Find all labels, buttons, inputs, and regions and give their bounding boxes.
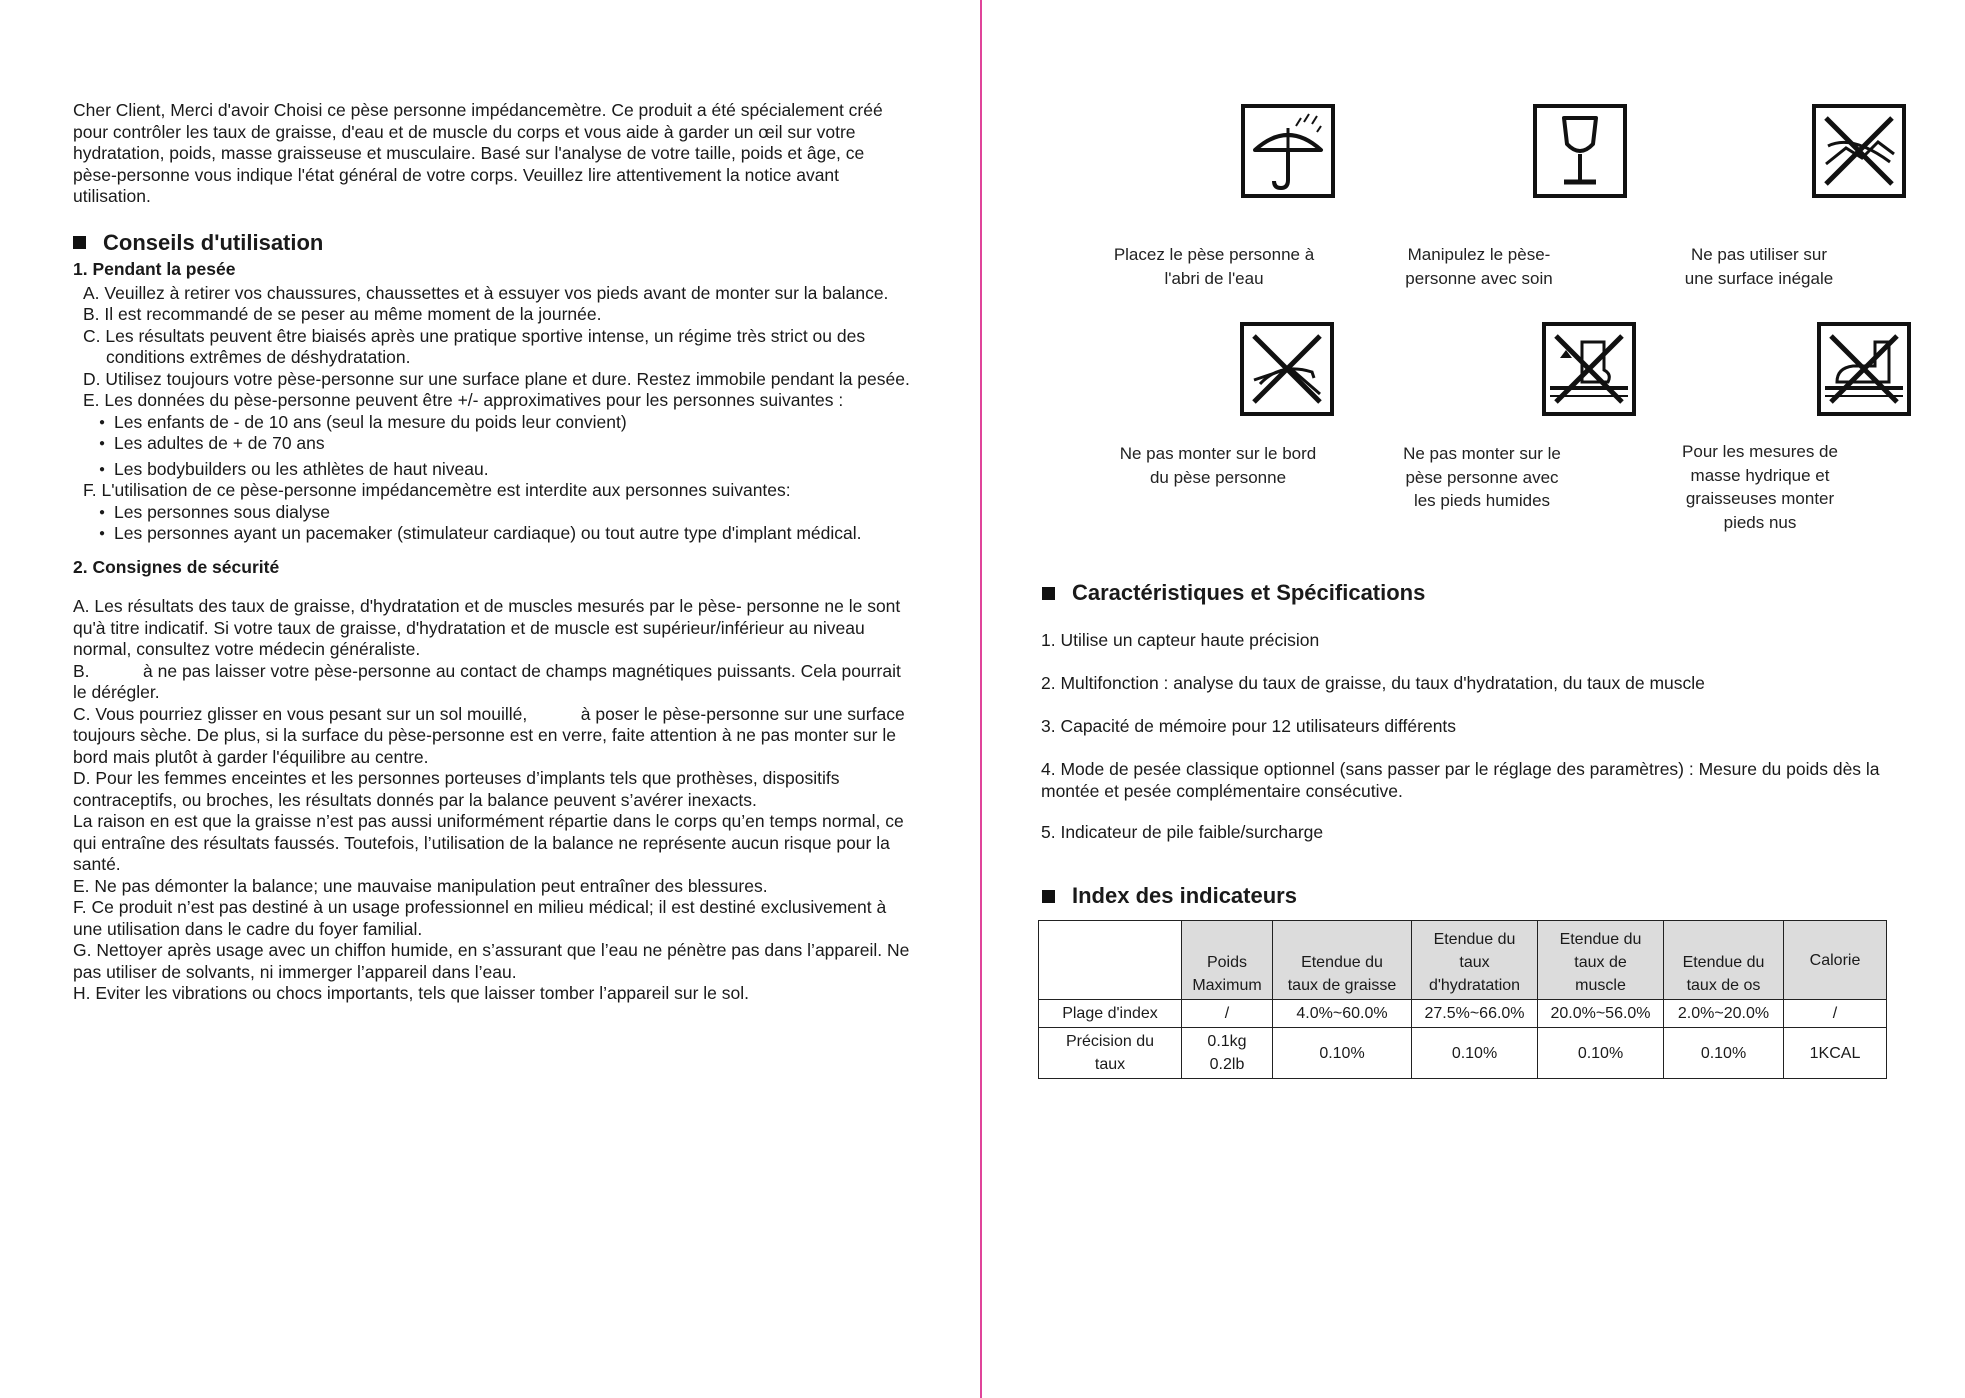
no-edge-step-icon [1240,322,1334,416]
table-row [1039,1000,1887,1028]
section-title: Index des indicateurs [1072,883,1297,908]
icon-cell-wet [1439,322,1739,416]
section-heading-conseils [73,229,911,255]
section-heading-specs [1042,580,1425,606]
section-title: Conseils d'utilisation [103,229,324,255]
cell-line: 0.1kg [1207,1033,1247,1050]
barefoot-icon [1817,322,1911,416]
table-header-cell [1412,921,1538,1000]
header-line: muscle [1575,977,1626,994]
list-f [73,502,911,545]
header-line: Etendue du [1433,931,1516,948]
caption-line: pieds nus [1723,512,1797,532]
list-item: ● Les bodybuilders ou les athlètes de haut niveau. [99,459,911,481]
table-cell [1182,1028,1273,1079]
safety-a: A. Les résultats des taux de graisse, d'hydratation et de muscles mesurés par le pèse- personne ne le sont qu'à titre indicatif. Si votre taux de graisse, d'hydratation et de muscle est supérieur/inférieur au niveau normal, consultez votre médecin généraliste. [73,596,901,659]
caption-barefoot [1630,440,1890,534]
table-cell: 0.10% [1538,1028,1664,1079]
section-heading-index [1042,883,1297,909]
spec-item-1: 1. Utilise un capteur haute précision [1041,630,1320,650]
spec-item-2: 2. Multifonction : analyse du taux de graisse, du taux d'hydratation, du taux de muscle [1041,673,1705,693]
header-line: taux [1459,954,1490,971]
header-line: Poids [1206,954,1248,971]
list-item: ● Les adultes de + de 70 ans [99,433,911,455]
caption-line: graisseuses monter [1685,489,1835,508]
caption-line: Ne pas utiliser sur [1690,245,1828,264]
umbrella-icon [1241,104,1335,198]
item-b: B. Il est recommandé de se peser au même moment de la journée. [83,304,602,324]
item-f: F. L'utilisation de ce pèse-personne impédancemètre est interdite aux personnes suivantes: [83,480,791,500]
square-bullet-icon [73,236,86,249]
cell-line: 0.2lb [1209,1056,1245,1073]
row-label-line: taux [1094,1056,1126,1073]
header-line: taux de os [1686,977,1761,994]
header-line: d'hydratation [1428,977,1521,994]
no-uneven-surface-icon [1812,104,1906,198]
safety-d-note: La raison en est que la graisse n’est pas aussi uniformément répartie dans le corps qu’en temps normal, ce qui entraîne des résultats faussés. Toutefois, l’utilisation de la balance ne représente aucun risque pour la santé. [73,811,904,874]
caption-line: les pieds humides [1413,491,1551,510]
row-label: Plage d'index [1039,1000,1182,1028]
caption-uneven [1629,243,1889,290]
item-d: D. Utilisez toujours votre pèse-personne sur une surface plane et dure. Restez immobile pendant la pesée. [83,368,910,389]
header-line: Maximum [1192,977,1262,994]
section-title: Caractéristiques et Spécifications [1072,580,1426,605]
icon-cell-barefoot [1714,322,1965,416]
table-header-cell [1784,921,1887,1000]
caption-line: personne avec soin [1405,268,1553,288]
subheading-pesee: 1. Pendant la pesée [73,259,236,279]
caption-line: Pour les mesures de [1682,442,1838,461]
caption-glass [1349,243,1609,290]
list-e [73,412,911,481]
caption-line: une surface inégale [1684,268,1834,288]
square-bullet-icon [1042,890,1055,903]
caption-edge [1088,442,1348,489]
item-c-line2: conditions extrêmes de déshydratation. [106,347,411,367]
table-cell: 0.10% [1273,1028,1412,1079]
table-header-cell [1273,921,1412,1000]
safety-c: C. Vous pourriez glisser en vous pesant sur un sol mouillé, à poser le pèse-personne sur une surface toujours sèche. De plus, si la surface du pèse-personne est en verre, faite attention à ne pas monter sur le bord mais plutôt à garder l'équilibre au centre. [73,703,910,767]
table-cell: 2.0%~20.0% [1664,1000,1784,1028]
row-label [1039,1028,1182,1079]
safety-h: H. Eviter les vibrations ou chocs importants, tels que laisser tomber l’appareil sur le sol. [73,983,749,1003]
item-e: E. Les données du pèse-personne peuvent être +/- approximatives pour les personnes suivantes : [83,390,844,410]
header-line: taux de [1574,954,1627,971]
safety-e: E. Ne pas démonter la balance; une mauvaise manipulation peut entraîner des blessures. [73,875,768,896]
icon-cell-umbrella [1138,104,1438,198]
table-cell: 0.10% [1664,1028,1784,1079]
list-item: ● Les enfants de - de 10 ans (seul la mesure du poids leur convient) [99,412,911,434]
icon-cell-edge [1137,322,1437,416]
caption-line: Manipulez le pèse- [1407,245,1551,264]
safety-g: G. Nettoyer après usage avec un chiffon humide, en s’assurant que l’eau ne pénètre pas dans l’appareil. Ne pas utiliser de solvants, ni immerger l’appareil dans l’eau. [73,940,910,982]
caption-line: l'abri de l'eau [1164,268,1264,288]
header-line: Etendue du [1301,954,1383,971]
table-cell: 1KCAL [1784,1028,1887,1079]
safety-b: B. à ne pas laisser votre pèse-personne au contact de champs magnétiques puissants. Cela pourrait le dérégler. [73,660,906,702]
caption-line: du pèse personne [1149,467,1287,487]
list-item: ● Les personnes sous dialyse [99,502,911,524]
table-cell: / [1784,1000,1887,1028]
table-corner-cell [1039,921,1182,1000]
table-cell: 0.10% [1412,1028,1538,1079]
table-cell: 4.0%~60.0% [1273,1000,1412,1028]
item-c-line1: C. Les résultats peuvent être biaisés après une pratique sportive intense, un régime très strict ou des [83,325,866,346]
page-divider [980,0,982,1398]
icon-cell-uneven [1709,104,1965,198]
table-cell: / [1182,1000,1273,1028]
header-line: taux de graisse [1287,977,1397,994]
table-header-row [1039,921,1887,1000]
safety-d: D. Pour les femmes enceintes et les personnes porteuses d’implants tels que prothèses, dispositifs contraceptifs, ou broches, les résultats donnés par la balance peuvent s’avérer inexacts. [73,768,840,810]
square-bullet-icon [1042,587,1055,600]
row-label-line: Précision du [1065,1033,1155,1050]
header-line: Etendue du [1682,954,1765,971]
caption-wet [1352,442,1612,513]
table-cell: 20.0%~56.0% [1538,1000,1664,1028]
fragile-glass-icon [1533,104,1627,198]
index-table [1038,920,1887,1079]
table-header-cell [1538,921,1664,1000]
caption-line: Placez le pèse personne à [1113,245,1315,264]
icon-cell-glass [1430,104,1730,198]
table-cell: 27.5%~66.0% [1412,1000,1538,1028]
caption-umbrella [1084,243,1344,290]
spec-item-3: 3. Capacité de mémoire pour 12 utilisateurs différents [1041,716,1457,736]
list-item: ● Les personnes ayant un pacemaker (stimulateur cardiaque) ou tout autre type d'implant médical. [99,523,911,545]
caption-line: Ne pas monter sur le bord [1119,444,1317,463]
right-page [984,0,1965,1398]
header-line: Etendue du [1559,931,1642,948]
table-header-cell [1664,921,1784,1000]
spec-item-4: 4. Mode de pesée classique optionnel (sans passer par le réglage des paramètres) : Mesure du poids dès la montée et pesée complémentaire consécutive. [1041,759,1880,801]
header-line: Calorie [1809,951,1861,969]
item-a: A. Veuillez à retirer vos chaussures, chaussettes et à essuyer vos pieds avant de monter sur la balance. [83,282,889,303]
caption-line: masse hydrique et [1690,465,1830,485]
caption-line: Ne pas monter sur le [1403,444,1561,463]
left-column [73,100,911,1005]
subheading-securite: 2. Consignes de sécurité [73,556,280,577]
table-row [1039,1028,1887,1079]
table-header-cell [1182,921,1273,1000]
safety-f: F. Ce produit n’est pas destiné à un usage professionnel en milieu médical; il est destiné exclusivement à une utilisation dans le cadre du foyer familial. [73,897,887,939]
no-wet-feet-icon [1542,322,1636,416]
intro-paragraph: Cher Client, Merci d'avoir Choisi ce pèse personne impédancemètre. Ce produit a été spécialement créé pour contrôler les taux de graisse, d'eau et de muscle du corps et vous aide à garder un œil sur votre hydratation, poids, masse graisseuse et musculaire. Basé sur l'analyse de votre taille, poids et âge, ce pèse-personne vous indique l'état général de votre corps. Veuillez lire attentivement la notice avant utilisation. [73,100,883,206]
caption-line: pèse personne avec [1405,467,1559,487]
spec-item-5: 5. Indicateur de pile faible/surcharge [1041,822,1324,842]
left-page [0,0,980,1398]
